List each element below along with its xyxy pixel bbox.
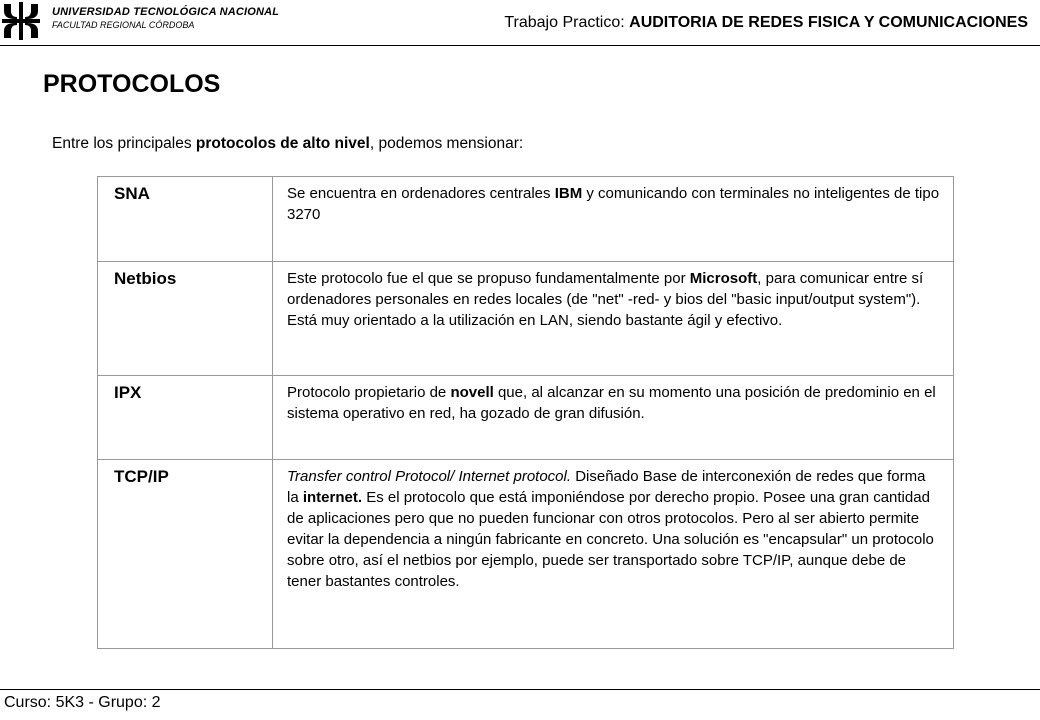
table-row: [98, 376, 954, 460]
table-row: [98, 262, 954, 376]
description-segment: internet.: [302, 489, 363, 506]
protocol-description: [273, 262, 954, 376]
description-segment: Se encuentra en ordenadores centrales: [287, 185, 555, 202]
protocol-name: Netbios: [98, 262, 273, 376]
description-segment: novell: [450, 384, 494, 401]
protocol-description: [273, 177, 954, 262]
table-row: [98, 177, 954, 262]
intro-before: Entre los principales: [52, 135, 196, 152]
description-segment: Diseñado Base de interconexión de redes que forma la: [287, 468, 926, 506]
description-segment: Microsoft: [689, 270, 758, 287]
description-segment: Transfer control Protocol/ Internet protocol.: [287, 468, 572, 485]
utn-logo-icon: [2, 2, 40, 40]
intro-bold: protocolos de alto nivel: [195, 135, 370, 152]
description-segment: IBM: [554, 185, 583, 202]
protocol-name: TCP/IP: [98, 460, 273, 649]
protocols-table: [97, 176, 954, 649]
protocol-description: [273, 376, 954, 460]
table-row: [98, 460, 954, 649]
assignment-title: [504, 14, 1028, 32]
page-title: PROTOCOLOS: [43, 70, 221, 98]
protocol-description: [273, 460, 954, 649]
assignment-prefix: Trabajo Practico:: [504, 14, 630, 31]
university-name: UNIVERSIDAD TECNOLÓGICA NACIONAL: [52, 6, 280, 18]
intro-text: [52, 135, 523, 153]
protocol-name: IPX: [98, 376, 273, 460]
description-segment: , para comunicar entre sí ordenadores personales en redes locales (de "net" -red- y bios del "basic input/output system"). Está muy orientado a la utilización en LAN, siendo bastante ágil y efectivo.: [287, 270, 924, 329]
description-segment: y comunicando con terminales no inteligentes de tipo 3270: [287, 185, 940, 223]
description-segment: que, al alcanzar en su momento una posición de predominio en el sistema operativo en red, ha gozado de gran difusión.: [287, 384, 936, 422]
footer-divider: [0, 689, 1040, 690]
faculty-name: FACULTAD REGIONAL CÓRDOBA: [52, 20, 195, 30]
description-segment: Este protocolo fue el que se propuso fundamentalmente por: [287, 270, 690, 287]
description-segment: Protocolo propietario de: [287, 384, 451, 401]
intro-after: , podemos mensionar:: [369, 135, 524, 152]
protocol-name: SNA: [98, 177, 273, 262]
assignment-subject: AUDITORIA DE REDES FISICA Y COMUNICACIONES: [629, 14, 1028, 31]
course-group-label: Curso: 5K3 - Grupo: 2: [4, 694, 161, 711]
description-segment: Es el protocolo que está imponiéndose por derecho propio. Posee una gran cantidad de aplicaciones pero que no pueden funcionar con otros protocolos. Pero al ser abierto permite evitar la dependencia a ningún fabricante en concreto. Una solución es "encapsular" un protocolo sobre otro, así el netbios por ejemplo, puede ser transportado sobre TCP/IP, aunque debe de tener bastantes controles.: [287, 489, 934, 590]
header-divider: [0, 45, 1040, 46]
